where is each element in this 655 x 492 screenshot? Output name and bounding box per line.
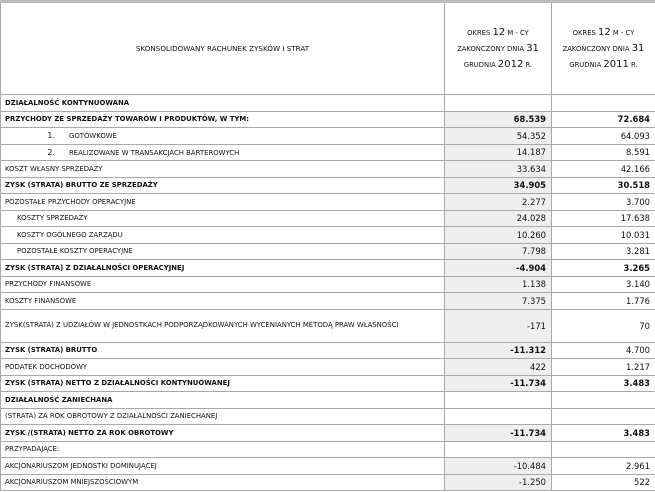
row-label: ZYSK (STRATA) BRUTTO: [1, 342, 445, 359]
row-label: ZYSK (STRATA) Z DZIAŁALNOŚCI OPERACYJNEJ: [1, 260, 445, 277]
table-row: [1, 227, 655, 244]
value-2012: 68.539: [445, 111, 552, 128]
table-row: [1, 359, 655, 376]
value-2012: [445, 408, 552, 425]
value-2012: 1.138: [445, 276, 552, 293]
value-2012: [445, 95, 552, 112]
value-2012: -171: [445, 309, 552, 342]
value-2012: -1.250: [445, 474, 552, 491]
value-2011: 8.591: [552, 144, 655, 161]
value-2011: 3.483: [552, 425, 655, 442]
row-label: PRZYPADAJĄCE:: [1, 441, 445, 458]
value-2012: 10.260: [445, 227, 552, 244]
value-2012: [445, 441, 552, 458]
table-row: [1, 260, 655, 277]
value-2012: -11.312: [445, 342, 552, 359]
value-2011: 17.638: [552, 210, 655, 227]
value-2011: 3.281: [552, 243, 655, 260]
value-2012: -10.484: [445, 458, 552, 475]
value-2011: [552, 392, 655, 409]
row-label: ZYSK(STRATA) Z UDZIAŁÓW W JEDNOSTKACH PODPORZĄDKOWANYCH WYCENIANYCH METODĄ PRAW WŁASNOŚCI: [1, 309, 445, 342]
value-2012: [445, 392, 552, 409]
table-row: [1, 309, 655, 342]
value-2012: 422: [445, 359, 552, 376]
table-row: [1, 177, 655, 194]
value-2011: 1.217: [552, 359, 655, 376]
value-2011: [552, 441, 655, 458]
value-2011: [552, 408, 655, 425]
value-2011: 1.776: [552, 293, 655, 310]
value-2011: 72.684: [552, 111, 655, 128]
row-label: AKCJONARIUSZOM JEDNOSTKI DOMINUJĄCEJ: [1, 458, 445, 475]
period-2011-header: OKRES 12 M - CY ZAKOŃCZONY DNIA 31 GRUDNIA 2011 R.: [552, 2, 655, 95]
table-row: [1, 441, 655, 458]
row-number: 1.: [47, 131, 55, 141]
row-label: KOSZTY OGÓLNEGO ZARZĄDU: [1, 227, 445, 244]
value-2012: -11.734: [445, 375, 552, 392]
row-label: (STRATA) ZA ROK OBROTOWY Z DZIAŁALNOŚCI ZANIECHANEJ: [1, 408, 445, 425]
value-2011: 2.961: [552, 458, 655, 475]
table-row: [1, 95, 655, 112]
value-2011: 4.700: [552, 342, 655, 359]
table-row: [1, 161, 655, 178]
value-2011: 42.166: [552, 161, 655, 178]
value-2011: 30.518: [552, 177, 655, 194]
table-row: [1, 425, 655, 442]
table-row: [1, 293, 655, 310]
value-2012: 34.905: [445, 177, 552, 194]
value-2011: 3.483: [552, 375, 655, 392]
value-2011: 64.093: [552, 128, 655, 145]
table-row: [1, 342, 655, 359]
value-2012: -11.734: [445, 425, 552, 442]
row-label: KOSZTY FINANSOWE: [1, 293, 445, 310]
statement-title: SKONSOLIDOWANY RACHUNEK ZYSKÓW I STRAT: [1, 2, 445, 95]
value-2011: 70: [552, 309, 655, 342]
row-label: PRZYCHODY FINANSOWE: [1, 276, 445, 293]
value-2011: 522: [552, 474, 655, 491]
value-2011: 3.700: [552, 194, 655, 211]
row-label: 2. REALIZOWANE W TRANSAKCJACH BARTEROWYCH: [1, 144, 445, 161]
value-2011: 3.265: [552, 260, 655, 277]
value-2011: [552, 95, 655, 112]
table-row: [1, 408, 655, 425]
row-label: AKCJONARIUSZOM MNIEJSZOŚCIOWYM: [1, 474, 445, 491]
table-row: [1, 392, 655, 409]
header-row: [1, 2, 655, 95]
row-label: POZOSTAŁE KOSZTY OPERACYJNE: [1, 243, 445, 260]
row-label: DZIAŁALNOŚĆ ZANIECHANA: [1, 392, 445, 409]
row-label: KOSZT WŁASNY SPRZEDAŻY: [1, 161, 445, 178]
row-label: KOSZTY SPRZEDAŻY: [1, 210, 445, 227]
value-2012: 2.277: [445, 194, 552, 211]
row-label: DZIAŁALNOŚĆ KONTYNUOWANA: [1, 95, 445, 112]
value-2012: 33.634: [445, 161, 552, 178]
value-2012: 24.028: [445, 210, 552, 227]
value-2012: 14.187: [445, 144, 552, 161]
value-2012: 54.352: [445, 128, 552, 145]
row-label: 1. GOTÓWKOWE: [1, 128, 445, 145]
row-label: PRZYCHODY ZE SPRZEDAŻY TOWARÓW I PRODUKTÓW, W TYM:: [1, 111, 445, 128]
row-label: PODATEK DOCHODOWY: [1, 359, 445, 376]
value-2012: 7.798: [445, 243, 552, 260]
table-row: [1, 375, 655, 392]
table-row: [1, 144, 655, 161]
value-2012: 7.375: [445, 293, 552, 310]
table-row: [1, 194, 655, 211]
row-label: ZYSK (STRATA) BRUTTO ZE SPRZEDAŻY: [1, 177, 445, 194]
row-label: ZYSK /(STRATA) NETTO ZA ROK OBROTOWY: [1, 425, 445, 442]
row-label: ZYSK (STRATA) NETTO Z DZIAŁALNOŚCI KONTYNUOWANEJ: [1, 375, 445, 392]
value-2012: -4.904: [445, 260, 552, 277]
table-row: [1, 243, 655, 260]
row-number: 2.: [47, 147, 55, 157]
table-row: [1, 210, 655, 227]
row-label: POZOSTAŁE PRZYCHODY OPERACYJNE: [1, 194, 445, 211]
value-2011: 10.031: [552, 227, 655, 244]
table-row: [1, 474, 655, 491]
value-2011: 3.140: [552, 276, 655, 293]
table-row: [1, 128, 655, 145]
table-row: [1, 276, 655, 293]
table-row: [1, 111, 655, 128]
period-2012-header: OKRES 12 M - CY ZAKOŃCZONY DNIA 31 GRUDNIA 2012 R.: [445, 2, 552, 95]
table-row: [1, 458, 655, 475]
